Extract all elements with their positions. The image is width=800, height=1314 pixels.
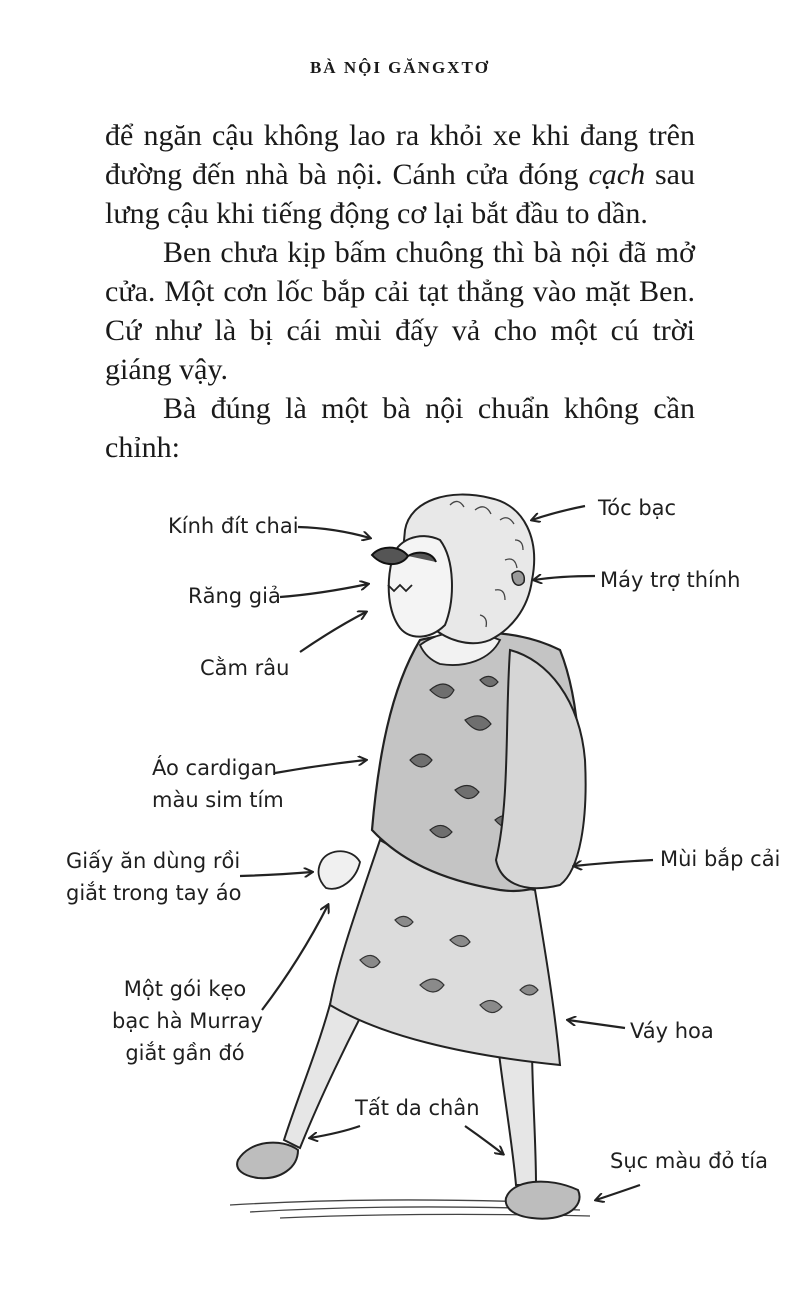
paragraph-3: Bà đúng là một bà nội chuẩn không cần chỉnh: [105, 392, 695, 464]
label-mints-line-1: Một gói kẹo [123, 977, 247, 1001]
paragraph-1-end: sau lưng cậu khi tiếng động cơ lại bắt đầu to dần. [105, 158, 695, 230]
paragraph-2: Ben chưa kịp bấm chuông thì bà nội đã mở cửa. Một cơn lốc bắp cải tạt thẳng vào mặt Ben. Cứ như là bị cái mùi đấy vả cho một cú trời giáng vậy. [105, 236, 695, 386]
tissue [319, 851, 360, 889]
label-cardigan-line-1: Áo cardigan [152, 756, 277, 780]
head [372, 495, 534, 644]
label-false-teeth: Răng giả [188, 584, 281, 608]
label-cabbage-smell: Mùi bắp cải [660, 847, 781, 871]
label-tissue-line-1: Giấy ăn dùng rồi [66, 849, 241, 873]
label-tissue [66, 845, 242, 909]
label-bearded-chin: Cằm râu [200, 656, 290, 680]
label-mints-line-3: giắt gần đó [125, 1041, 245, 1065]
running-header: BÀ NỘI GĂNGXTƠ [309, 58, 491, 77]
back-slipper [237, 1143, 298, 1179]
front-leg [498, 1045, 536, 1185]
paragraph-1-emphasis: cạch [588, 158, 646, 191]
arm [496, 650, 586, 888]
label-hearing-aid: Máy trợ thính [600, 568, 741, 592]
label-cardigan-line-2: màu sim tím [152, 788, 284, 812]
label-mints-line-2: bạc hà Murray [112, 1009, 263, 1033]
label-tissue-line-2: giắt trong tay áo [66, 881, 242, 905]
label-grey-hair: Tóc bạc [598, 496, 677, 520]
paragraph-1-start: để ngăn cậu không lao ra khỏi xe khi đang trên đường đến nhà bà nội. Cánh cửa đóng [105, 119, 695, 191]
label-tights: Tất da chân [355, 1096, 480, 1120]
hearing-aid-icon [512, 571, 524, 585]
label-slippers: Sục màu đỏ tía [610, 1149, 768, 1173]
label-floral-dress: Váy hoa [630, 1019, 714, 1043]
front-slipper [506, 1182, 580, 1219]
label-mints [112, 973, 263, 1069]
label-thick-glasses: Kính đít chai [168, 514, 299, 538]
label-cardigan [152, 752, 284, 816]
